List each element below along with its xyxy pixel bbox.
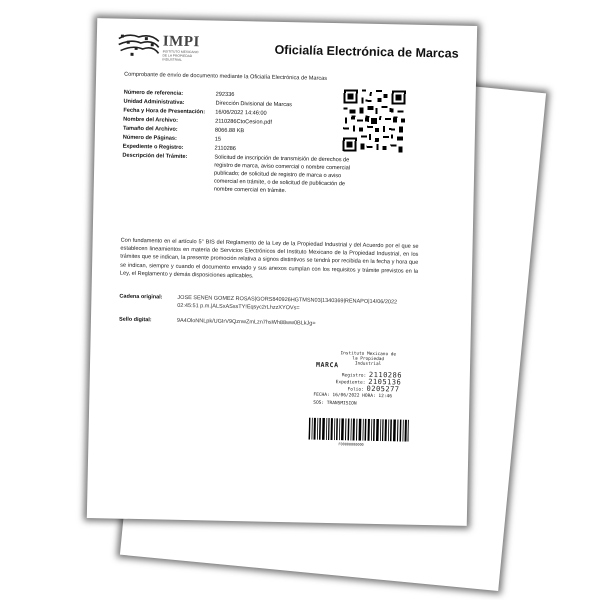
qr-code-icon [341,87,408,154]
field-label: Número de referencia: [123,89,184,97]
field-label: Expediente o Registro: [122,143,184,151]
stamp-folio-label: Folio: [347,387,364,393]
sello-label: Sello digital: [118,316,152,324]
field-label: Descripción del Trámite: [122,152,188,160]
field-label: Fecha y Hora de Presentación: [123,107,206,116]
field-value: 16/06/2022 14:46:00 [215,109,267,117]
office-title: Oficialía Electrónica de Marcas [274,42,459,61]
receipt-fields [122,89,354,197]
field-value: Solicitud de inscripción de transmisión de derechos de registro de marca, aviso comercial o nombre comercial publicado; de solicitud de registro de marca o aviso comercial en trámite, o de solicitud de publicación de nombre comercial en trámite. [213,154,351,195]
field-label: Unidad Administrativa: [123,98,185,106]
field-label: Número de Páginas: [122,134,177,142]
front-document-page [87,18,477,526]
stamp-folio-value: 0205277 [366,384,400,394]
cadena-label: Cadena original: [119,293,163,301]
stamp-expediente-value: 2105136 [368,377,402,387]
reception-stamp [311,351,412,415]
field-row-description [122,152,353,197]
stamp-institution: Instituto Mexicano de la Propiedad Industrial [340,351,397,368]
legal-paragraph: Con fundamento en el artículo 5° BIS del Reglamento de la Ley de la Propiedad Industrial y del Acuerdo por el que se establecen lineamientos en materia de Servicios Electrónicos del Instituto Mexicano de la Propiedad Industrial, en los trámites que se indican, la presente promoción relativa a signos distintivos se tendrá por recibida en la fecha y hora que se indican, siempre y cuando el documento enviado y sus anexos cumplan con los requisitos y trámite previstos en la Ley, el Reglamento y demás disposiciones aplicables. [119,237,419,280]
cadena-value: JOSE SENEN GOMEZ ROSAS|GORS840926HGTMSN03|1340369|RENAPO|14/06/2022 02:45:51 p.m.|ALSxASssTY!Eqsyc2rLhzzXYOVs= [177,294,398,311]
field-value: 2110286 [214,145,237,153]
stamp-folio [347,384,399,393]
field-value: 2110286CtoCesion.pdf [215,118,272,126]
field-label: Tamaño del Archivo: [122,125,178,133]
field-value: 15 [214,136,222,143]
stamp-registro-label: Registro: [341,373,367,379]
receipt-subtitle: Comprobante de envío de documento mediante la Oficialía Electrónica de Marcas [124,71,328,82]
field-value: Dirección Divisional de Marcas [215,100,293,109]
sello-value: 9A4OloNNLpk/UGIrV9QznwZmLzn7hsWh88ww0BLkJg= [176,317,316,327]
barcode-number: F00000000000 [338,442,364,447]
field-value: 292336 [215,91,235,98]
barcode-icon [308,418,408,442]
logo-subtitle: INSTITUTO MEXICANO DE LA PROPIEDAD INDUSTRIAL [162,49,199,62]
stamp-fecha: FECHA: 16/06/2022 HORA: 12:46 [313,392,393,400]
field-value: 8066.88 KB [214,127,245,135]
stamp-expediente-label: Expediente: [335,380,366,386]
document-header [114,30,463,71]
sello-digital-row [119,317,419,331]
stamp-extra: SOS: TRANSMISION [313,400,357,407]
cadena-original-row [119,294,419,315]
field-label: Nombre del Archivo: [123,116,179,124]
stamp-brand: MARCA [315,360,339,370]
stamp-registro-value: 2110286 [368,370,403,380]
logo-title: IMPI [162,33,200,51]
